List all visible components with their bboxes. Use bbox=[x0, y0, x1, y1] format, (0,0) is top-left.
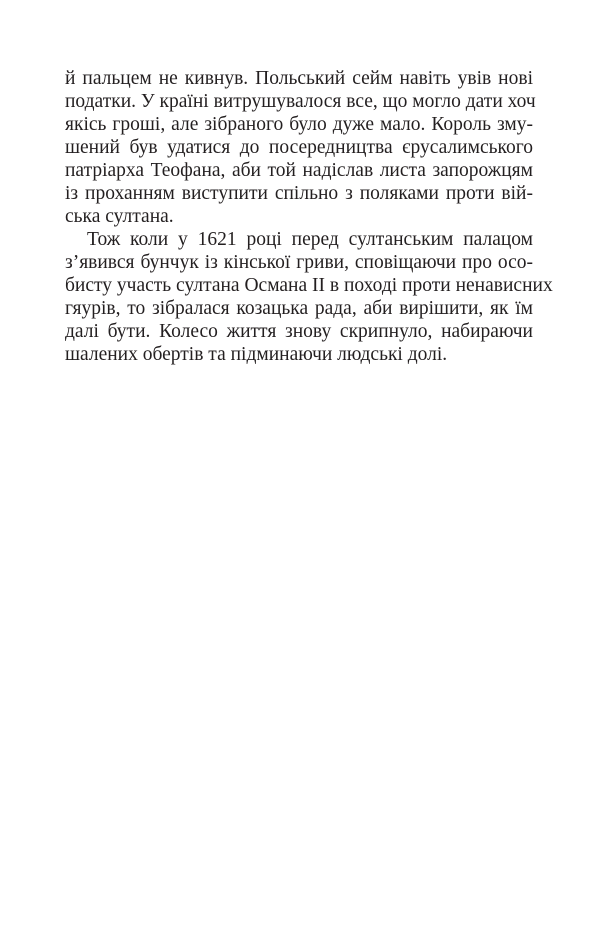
text-line: шалених обертів та підминаючи людські долі. bbox=[65, 344, 448, 365]
text-line: якісь гроші, але зібраного було дуже мало. Король зму- bbox=[65, 114, 533, 135]
text-line: шений був удатися до посередництва єрусалимського bbox=[65, 137, 533, 158]
text-line: ська султана. bbox=[65, 206, 174, 227]
text-line: й пальцем не кивнув. Польський сейм навіть увів нові bbox=[65, 68, 533, 89]
paragraph-2 bbox=[65, 228, 553, 366]
text-line: бисту участь султана Османа II в поході проти ненависних bbox=[65, 275, 553, 296]
text-line: Тож коли у 1621 році перед султанським палацом bbox=[87, 229, 533, 250]
text-line: податки. У країні витрушувалося все, що могло дати хоч bbox=[65, 91, 536, 112]
text-line: далі бути. Колесо життя знову скрипнуло, набираючи bbox=[65, 321, 533, 342]
page-body-text bbox=[65, 67, 553, 366]
paragraph-1 bbox=[65, 67, 536, 228]
text-line: із проханням виступити спільно з поляками проти вій- bbox=[65, 183, 533, 204]
text-line: з’явився бунчук із кінської гриви, сповіщаючи про осо- bbox=[65, 252, 533, 273]
text-line: патріарха Теофана, аби той надіслав листа запорожцям bbox=[65, 160, 533, 181]
text-line: гяурів, то зібралася козацька рада, аби вирішити, як їм bbox=[65, 298, 533, 319]
